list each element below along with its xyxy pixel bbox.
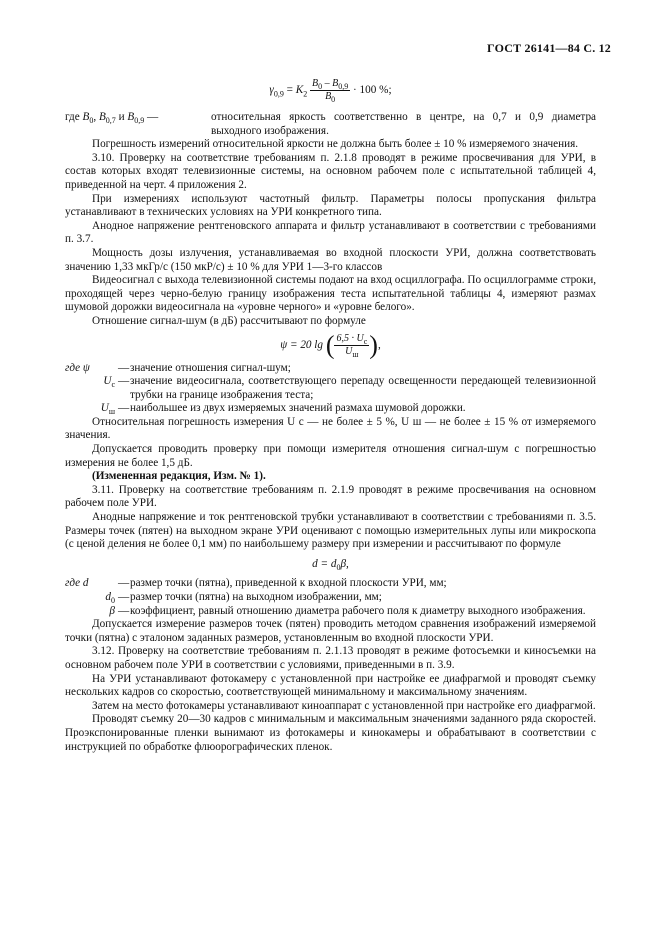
fraction-numerator: $6,5 \cdot U_с$ [336,332,368,346]
formula-fraction [334,333,369,358]
definition-dash: — [118,604,130,617]
paragraph-filter: При измерениях используют частотный фильтр. Параметры полосы пропускания фильтра устанавливают в технических условиях на УРИ конкретного типа. [65,192,596,219]
definition-dash: — [118,361,130,374]
definition-dash: — [118,402,130,415]
definition-term: β [109,604,115,617]
formula-tail: , [377,338,381,351]
paragraph-allow-compare: Допускается измерение размеров точек (пятен) проводить методом сравнения изображений измеряемой точки (пятна) с эталоном заданных размеров, установленным во входной плоскости УРИ. [65,618,596,644]
paragraph-3-10: 3.10. Проверку на соответствие требованиям п. 2.1.8 проводят в режиме просвечивания для УРИ, в состав которых входят телевизионные системы, на основном рабочем поле с испытательной таблицей 4, приведенной на черт. 4 приложения 2. [65,151,596,191]
formula-tail: β, [340,557,349,570]
paragraph-error-brightness: Погрешность измерений относительной яркости не должна быть более ± 10 % измеряемого значения. [92,138,579,151]
definition-row [65,375,596,402]
formula-symbol: γ [269,84,274,97]
formula-symbol: K [295,84,304,97]
paragraph-photo-camera: На УРИ устанавливают фотокамеру с установленной при настройке ее диафрагмой и проводят съемку нескольких кадров со скоростью, соответствующей минимальному и максимальному значениям. [65,672,596,699]
formula-operator: = [283,84,296,97]
page-header: ГОСТ 26141—84 С. 12 [487,41,611,55]
paragraph-allow-meter: Допускается проводить проверку при помощи измерителя отношения сигнал-шум с погрешностью измерения не более 1,5 дБ. [65,443,596,469]
paragraph-dose-rate: Мощность дозы излучения, устанавливаемая во входной плоскости УРИ, должна соответствовать значению 1,33 мкГр/с (150 мкР/с) ± 10 % для УРИ 1—3-го классов [65,246,596,273]
fraction-numerator: $B_0 - B_{0,9}$ [312,78,349,91]
definition-row [65,591,596,605]
formula-subscript: 0 [336,563,341,573]
definitions-signal-noise [65,362,596,416]
formula-lhs: d = d [312,557,337,570]
formula-subscript: 2 [303,89,308,99]
definition-row [65,605,596,619]
definition-text: коэффициент, равный отношению диаметра рабочего поля к диаметру выходного изображения. [130,604,586,617]
fraction-denominator: $U_ш$ [345,345,359,359]
definition-term: $U_ш$ [100,402,115,417]
definition-terms: где $B_0$, $B_{0,7}$ и $B_{0,9}$ — [65,111,159,126]
formula-paren-right: ) [369,330,378,360]
paragraph-edit-note: (Измененная редакция, Изм. № 1). [92,470,266,483]
definition-dash: — [118,375,130,388]
paragraph-video-signal: Видеосигнал с выхода телевизионной системы подают на вход осциллографа. По осциллограмме строки, проходящей через черно-белую границу изображения теста испытательной таблицы 4, измеряют размах шумовой дорожки видеосигнала на «уровне черного» и «уровне белого». [65,274,596,314]
definition-text: размер точки (пятна) на выходном изображении, мм; [130,591,382,603]
definition-text: относительная яркость соответственно в центре, на 0,7 и 0,9 диаметра выходного изображения. [211,111,596,137]
paragraph-3-11: 3.11. Проверку на соответствие требованиям п. 2.1.9 проводят в режиме просвечивания на основном рабочем поле УРИ. [65,483,596,510]
formula-lhs: ψ = 20 lg [280,338,324,351]
definition-row [65,362,596,376]
definition-term: $d_0$ [105,591,115,606]
paragraph-cine-camera: Затем на место фотокамеры устанавливают киноаппарат с установленной при настройке его диафрагмой. [92,699,596,712]
formula-fraction [310,78,350,103]
definition-row [65,577,596,591]
definition-term: где d [65,577,89,590]
formula-subscript: 0,9 [273,89,284,99]
paragraph-anode-current: Анодные напряжение и ток рентгеновской трубки устанавливают в соответствии с требованиями п. 3.5. Размеры точек (пятен) на выходном экране УРИ оценивают с помощью измерительных лупы или микроскопа (с ценой деления не более 0,1 мм) по наибольшему размеру при измерении и рассчитывают по формуле [65,511,596,551]
formula-tail: · 100 %; [353,84,392,97]
paragraph-3-12: 3.12. Проверку на соответствие требованиям п. 2.1.13 проводят в режиме фотосъемки и киносъемки на основном рабочем поле УРИ в соответствии с условиями, приведенными в п. 3.9. [65,645,596,671]
formula-dot-size [65,558,596,572]
paragraph-anode-voltage: Анодное напряжение рентгеновского аппарата и фильтр устанавливают в соответствии с требованиями п. 3.7. [65,219,596,246]
formula-relative-brightness [65,78,596,103]
paragraph-error-signal: Относительная погрешность измерения U с — не более ± 5 %, U ш — не более ± 15 % от измеряемого значения. [65,415,596,442]
definition-term: где ψ [65,361,90,374]
definition-text: наибольшее из двух измеряемых значений размаха шумовой дорожки. [130,402,466,415]
fraction-denominator: $B_0$ [325,91,336,104]
definitions-dot-size [65,577,596,618]
definition-row [65,402,596,416]
formula-paren-left: ( [325,330,335,360]
formula-signal-noise [65,330,596,360]
definition-term: $U_с$ [103,375,115,390]
definition-text: значение отношения сигнал-шум; [130,361,291,374]
definition-brightness [65,111,596,138]
paragraph-signal-noise: Отношение сигнал-шум (в дБ) рассчитывают по формуле [92,314,366,327]
definition-dash: — [118,591,130,603]
definition-dash: — [118,577,130,590]
document-body [65,78,596,754]
definition-text: значение видеосигнала, соответствующего перепаду освещенности передающей телевизионной трубки на границе изображения теста; [130,375,596,401]
paragraph-film-shots: Проводят съемку 20—30 кадров с минимальным и максимальным значениями заданного ряда скоростей. Проэкспонированные пленки вынимают из фотокамеры и кинокамеры и обрабатывают в соответствии с инструкцией по обработке флюорографических пленок. [65,713,596,753]
definition-text: размер точки (пятна), приведенной к входной плоскости УРИ, мм; [130,577,447,590]
